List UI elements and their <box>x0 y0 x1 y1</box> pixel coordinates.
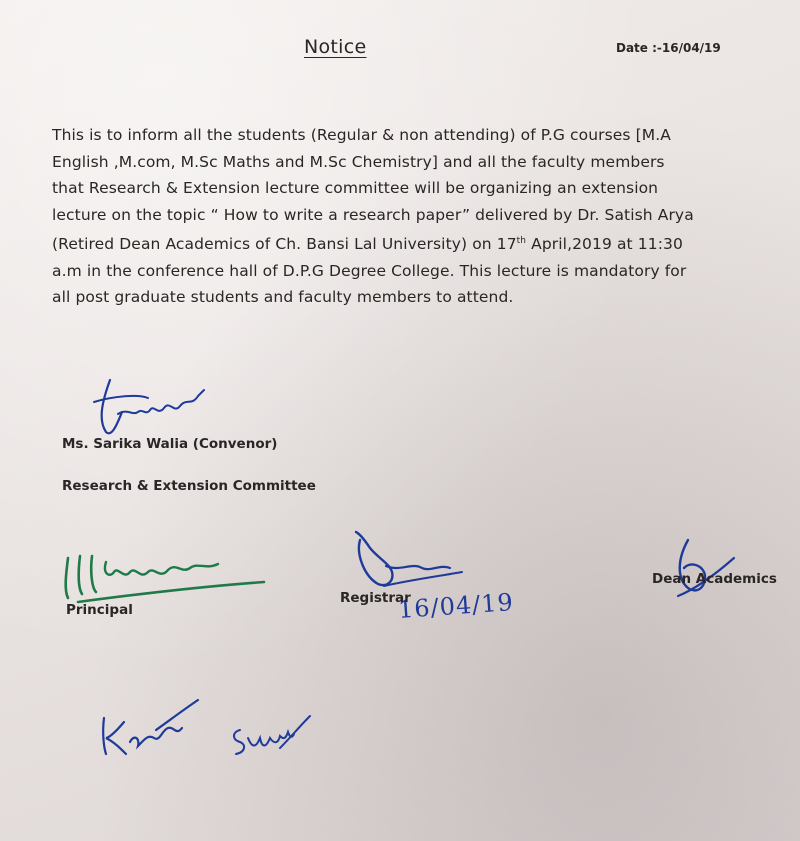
body-line: This is to inform all the students (Regular & non attending) of P.G courses [M.A <box>52 126 671 144</box>
body-line: lecture on the topic “ How to write a research paper” delivered by Dr. Satish Arya <box>52 205 694 224</box>
body-line-part: April,2019 at 11:30 <box>526 235 683 254</box>
handwritten-signature-right <box>226 704 316 764</box>
body-line: that Research & Extension lecture committee will be organizing an extension <box>52 179 659 197</box>
body-line <box>52 228 752 258</box>
body-line: all post graduate students and faculty members to attend. <box>52 288 514 307</box>
dean-signature <box>664 532 754 606</box>
handwritten-signature-left <box>96 694 206 764</box>
body-line: a.m in the conference hall of D.P.G Degree College. This lecture is mandatory for <box>52 261 687 280</box>
body-line-part: (Retired Dean Academics of Ch. Bansi Lal University) on 17 <box>52 235 517 254</box>
dean-label: Dean Academics <box>652 571 777 587</box>
registrar-handwritten-date: 16/04/19 <box>397 587 515 625</box>
convenor-name: Ms. Sarika Walia (Convenor) <box>62 436 278 452</box>
notice-title: Notice <box>304 36 367 58</box>
notice-body <box>52 122 752 311</box>
notice-date: Date :-16/04/19 <box>616 41 721 55</box>
convenor-signature <box>88 372 218 444</box>
registrar-label: Registrar <box>340 590 411 606</box>
body-line: English ,M.com, M.Sc Maths and M.Sc Chemistry] and all the faculty members <box>52 152 665 171</box>
committee-name: Research & Extension Committee <box>62 478 316 494</box>
ordinal-suffix: th <box>516 236 527 246</box>
principal-label: Principal <box>66 602 133 618</box>
